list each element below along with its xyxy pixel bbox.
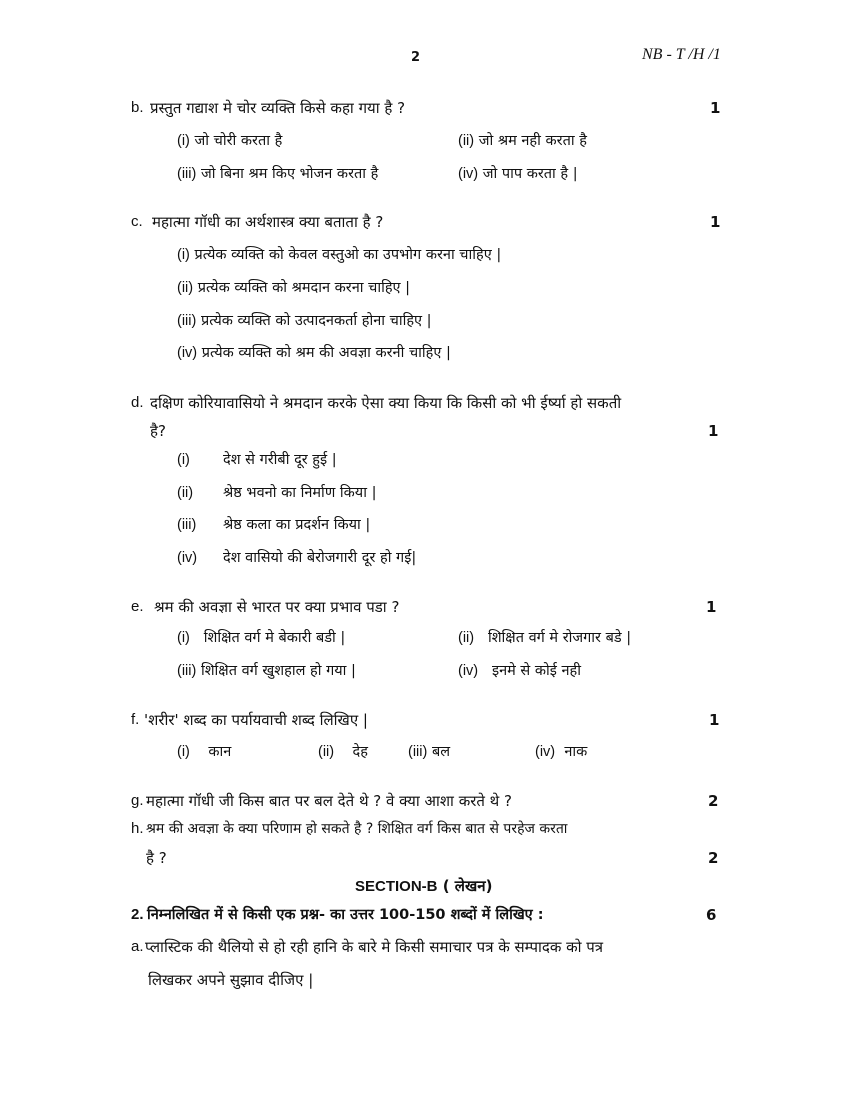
question-label: g.	[131, 792, 144, 809]
option-c-iv: (iv) प्रत्येक व्यक्ति को श्रम की अवज्ञा करनी चाहिए |	[177, 345, 451, 361]
question-text: प्रस्तुत गद्याश मे चोर व्यक्ति किसे कहा गया है ?	[150, 99, 406, 117]
option-f-i: (i) कान	[177, 744, 232, 760]
question-text: निम्नलिखित में से किसी एक प्रश्न- का उत्तर 100-150 शब्दों में लिखिए :	[147, 907, 544, 923]
question-marks: 1	[710, 213, 721, 231]
question-label: e.	[131, 598, 144, 615]
question-marks: 2	[708, 792, 719, 810]
question-text-line2: है ?	[146, 849, 167, 867]
option-c-i: (i) प्रत्येक व्यक्ति को केवल वस्तुओ का उपभोग करना चाहिए |	[177, 247, 502, 263]
question-text: महात्मा गॉधी का अर्थशास्त्र क्या बताता है ?	[152, 213, 384, 231]
option-d-iv-num: (iv)	[177, 550, 198, 566]
question-text-line2: है?	[150, 422, 166, 440]
option-d-iii-text: श्रेष्ठ कला का प्रदर्शन किया |	[223, 517, 371, 533]
page-number: 2	[411, 50, 421, 65]
question-label: c.	[131, 213, 143, 230]
question-text: श्रम की अवज्ञा से भारत पर क्या प्रभाव पडा ?	[154, 598, 400, 616]
question-label: h.	[131, 820, 144, 837]
option-e-i: (i) शिक्षित वर्ग मे बेकारी बडी |	[177, 630, 346, 646]
option-f-iii: (iii) बल	[408, 744, 451, 760]
option-e-iv: (iv) इनमे से कोई नही	[458, 663, 581, 679]
question-text-line1: दक्षिण कोरियावासियो ने श्रमदान करके ऐसा क्या किया कि किसी को भी ईर्ष्या हो सकती	[150, 394, 622, 412]
option-d-iv-text: देश वासियो की बेरोजगारी दूर हो गई|	[223, 550, 417, 566]
question-text-line1: प्लास्टिक की थैलियो से हो रही हानि के बारे मे किसी समाचार पत्र के सम्पादक को पत्र	[145, 938, 604, 956]
question-label: a.	[131, 938, 144, 955]
question-label: d.	[131, 394, 144, 411]
option-b-iv: (iv) जो पाप करता है |	[458, 166, 578, 182]
option-e-iii: (iii) शिक्षित वर्ग खुशहाल हो गया |	[177, 663, 356, 679]
option-d-i-text: देश से गरीबी दूर हुई |	[223, 452, 337, 468]
question-label: f.	[131, 711, 140, 728]
option-b-i: (i) जो चोरी करता है	[177, 133, 283, 149]
question-label: 2.	[131, 906, 144, 923]
question-marks: 6	[706, 906, 717, 924]
option-f-ii: (ii) देह	[318, 744, 368, 760]
question-label: b.	[131, 99, 144, 116]
question-marks: 1	[706, 598, 717, 616]
option-f-iv: (iv) नाक	[535, 744, 588, 760]
section-b-heading: SECTION-B ( लेखन)	[355, 877, 493, 895]
question-text-line1: श्रम की अवज्ञा के क्या परिणाम हो सकते है ? शिक्षित वर्ग किस बात से परहेज करता	[146, 821, 568, 837]
paper-code: NB - T /H /1	[642, 46, 721, 63]
option-c-iii: (iii) प्रत्येक व्यक्ति को उत्पादनकर्ता होना चाहिए |	[177, 313, 432, 329]
option-e-ii: (ii) शिक्षित वर्ग मे रोजगार बडे |	[458, 630, 632, 646]
option-d-ii-text: श्रेष्ठ भवनो का निर्माण किया |	[223, 485, 377, 501]
question-text-line2: लिखकर अपने सुझाव दीजिए |	[148, 971, 314, 989]
option-d-i-num: (i)	[177, 452, 190, 468]
question-marks: 1	[709, 711, 720, 729]
option-b-iii: (iii) जो बिना श्रम किए भोजन करता है	[177, 166, 379, 182]
option-b-ii: (ii) जो श्रम नही करता है	[458, 133, 587, 149]
question-text: 'शरीर' शब्द का पर्यायवाची शब्द लिखिए |	[144, 711, 368, 729]
question-text: महात्मा गॉधी जी किस बात पर बल देते थे ? वे क्या आशा करते थे ?	[146, 792, 512, 810]
option-d-ii-num: (ii)	[177, 485, 194, 501]
question-marks: 1	[710, 99, 721, 117]
option-c-ii: (ii) प्रत्येक व्यक्ति को श्रमदान करना चाहिए |	[177, 280, 411, 296]
option-d-iii-num: (iii)	[177, 517, 197, 533]
question-marks: 1	[708, 422, 719, 440]
question-marks: 2	[708, 849, 719, 867]
